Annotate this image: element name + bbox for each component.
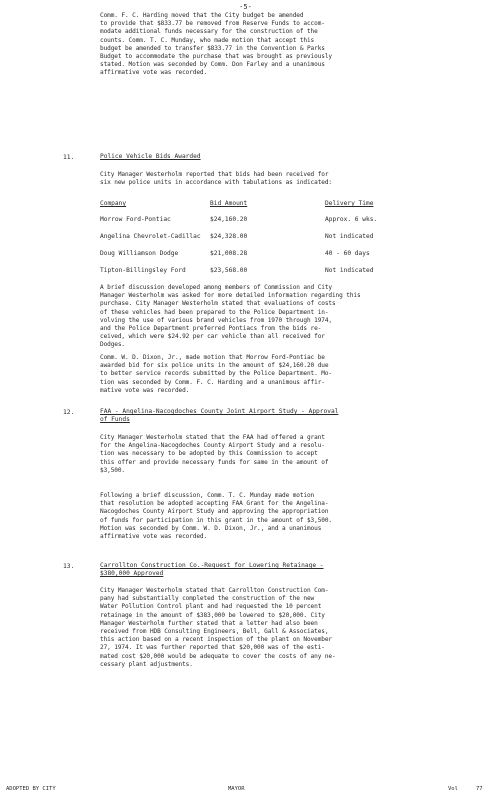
item-11-number: 11. <box>63 154 75 161</box>
page-number: -5- <box>239 3 252 11</box>
item-11-title: Police Vehicle Bids Awarded <box>100 153 201 160</box>
delivery-cell: Not indicated <box>325 233 374 240</box>
amount-cell: $24,328.00 <box>210 233 248 240</box>
item-11-discussion: A brief discussion developed among members of Commission and City Manager Westerholm was asked for more detailed information regarding this purchase. City Manager Westerholm stated that evaluations of costs of these vehicles had been prepared to the Police Department in- volving the use of various brand vehicles from 1970 through 1974, and the Police Department preferred Pontiacs from the bids re- ceived, which were $24.92 per car vehicle than all received for Dodges. <box>100 284 361 349</box>
item-13-title: Carrollton Construction Co.-Request for Lowering Retainage - $380,000 Approved <box>100 562 324 578</box>
company-cell: Doug Williamson Dodge <box>100 250 179 257</box>
footer-left: ADOPTED BY CITY <box>6 786 56 792</box>
item-11-motion: Comm. W. D. Dixon, Jr., made motion that Morrow Ford-Pontiac be awarded bid for six police units in the amount of $24,160.20 due to better service records submitted by the Police Department. Mo- tion was seconded by Comm. F. C. Harding and a unanimous affir- mative vote was recorded. <box>100 354 332 394</box>
item-12-title: FAA - Angelina-Nacogdoches County Joint Airport Study - Approval of Funds <box>100 408 339 424</box>
company-cell: Angelina Chevrolet-Cadillac <box>100 233 201 240</box>
company-cell: Morrow Ford-Pontiac <box>100 216 171 223</box>
delivery-cell: 40 - 60 days <box>325 250 370 257</box>
footer-center: MAYOR <box>228 786 245 792</box>
intro-paragraph: Comm. F. C. Harding moved that the City budget be amended to provide that $833.77 be removed from Reserve Funds to accom- modate additional funds necessary for the construction of the counts. Comm. T. C. Munday, who made motion that accept this budget be amended to transfer $833.77 in the Convention & Parks Budget to accommodate the purchase that was brought as previously stated. Motion was seconded by Comm. Don Farley and a unanimous affirmative vote was recorded. <box>100 12 332 77</box>
delivery-cell: Not indicated <box>325 267 374 274</box>
item-12-body-1: City Manager Westerholm stated that the FAA had offered a grant for the Angelina-Nacogdoches County Airport Study and a resolu- tion was necessary to be adopted by this Commission to accept this offer and provide necessary funds for same in the amount of $3,500. <box>100 434 329 474</box>
footer-right-page: 77 <box>476 786 483 792</box>
header-company: Company <box>100 200 127 207</box>
amount-cell: $21,008.28 <box>210 250 248 257</box>
header-delivery: Delivery Time <box>325 200 374 207</box>
amount-cell: $24,160.20 <box>210 216 248 223</box>
delivery-cell: Approx. 6 wks. <box>325 216 378 223</box>
company-cell: Tipton-Billingsley Ford <box>100 267 186 274</box>
item-11-intro: City Manager Westerholm reported that bids had been received for six new police units in accordance with tabulations as indicated: <box>100 171 332 187</box>
amount-cell: $23,568.00 <box>210 267 248 274</box>
item-12-number: 12. <box>63 409 75 416</box>
footer-right-vol: Vol <box>448 786 458 792</box>
item-13-number: 13. <box>63 563 75 570</box>
header-amount: Bid Amount <box>210 200 248 207</box>
item-12-body-2: Following a brief discussion, Comm. T. C. Munday made motion that resolution be adopted accepting FAA Grant for the Angelina- Nacogdoches County Airport Study and approving the appropriation of funds for participation in this grant in the amount of $3,500. Motion was seconded by Comm. W. D. Dixon, Jr., and a unanimous affirmative vote was recorded. <box>100 492 332 541</box>
item-13-body: City Manager Westerholm stated that Carrollton Construction Com- pany had substantially completed the construction of the new Water Pollution Control plant and had requested the 10 percent retainage in the amount of $383,000 be lowered to $20,000. City Manager Westerholm further stated that a letter had also been received from HDB Consulting Engineers, Bell, Gall & Associates, this action based on a recent inspection of the plant on November 27, 1974. It was further reported that $20,000 was of the esti- mated cost $20,000 would be adequate to cover the costs of any ne- cessary plant adjustments. <box>100 587 336 668</box>
